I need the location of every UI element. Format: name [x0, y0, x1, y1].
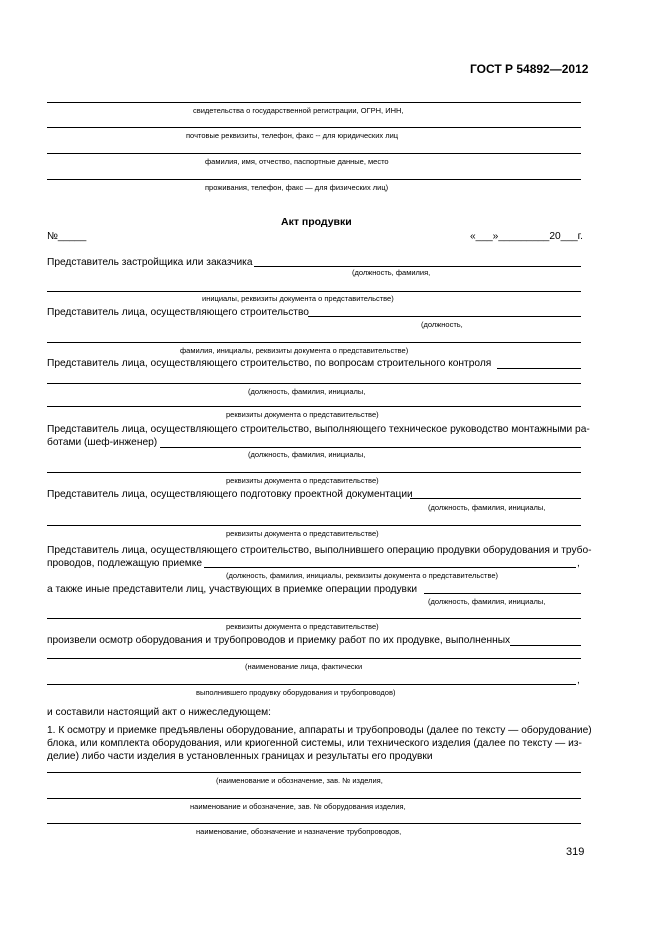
item-1-line-2: блока, или комплекта оборудования, или криогенной системы, или технического изделия (далее по тексту — из-: [47, 738, 582, 749]
blowing-performer-field[interactable]: [204, 567, 576, 568]
standard-header: ГОСТ Р 54892—2012: [470, 62, 589, 76]
caption-residence: проживания, телефон, факс — для физических лиц): [205, 183, 389, 192]
item-1-caption-2: наименование и обозначение, зав. № оборудования изделия,: [190, 802, 406, 811]
caption-registration: свидетельства о государственной регистрации, ОГРН, ИНН,: [193, 106, 404, 115]
item-1-caption-3: наименование, обозначение и назначение трубопроводов,: [196, 827, 402, 836]
control-rep-label: Представитель лица, осуществляющего строительство, по вопросам строительного контроля: [47, 358, 492, 369]
blank-line[interactable]: [47, 525, 581, 526]
designer-rep-caption-2: реквизиты документа о представительстве): [226, 529, 379, 538]
inspection-caption: (наименование лица, фактически: [245, 662, 363, 671]
blank-line[interactable]: [47, 823, 581, 824]
blank-line[interactable]: [47, 291, 581, 292]
other-reps-caption-2: реквизиты документа о представительстве): [226, 622, 379, 631]
developer-rep-caption-2: инициалы, реквизиты документа о представительстве): [202, 294, 394, 303]
item-1-line-3: делие) либо части изделия в установленных границах и результаты его продувки: [47, 751, 433, 762]
developer-rep-field[interactable]: [254, 266, 581, 267]
other-reps-label: а также иные представители лиц, участвующих в приемке операции продувки: [47, 584, 418, 595]
comma: ,: [577, 558, 580, 569]
caption-name: фамилия, имя, отчество, паспортные данные, место: [205, 157, 389, 166]
chief-engineer-caption: (должность, фамилия, инициалы,: [248, 450, 366, 459]
blank-line[interactable]: [47, 798, 581, 799]
control-rep-field[interactable]: [497, 368, 581, 369]
other-reps-caption: (должность, фамилия, инициалы,: [428, 597, 546, 606]
summary-label: и составили настоящий акт о нижеследующем:: [47, 707, 271, 718]
blowing-performer-label-2: проводов, подлежащую приемке: [47, 558, 202, 569]
blank-line[interactable]: [47, 179, 581, 180]
blank-line[interactable]: [47, 684, 576, 685]
control-rep-caption: (должность, фамилия, инициалы,: [248, 387, 366, 396]
developer-rep-caption: (должность, фамилия,: [352, 268, 431, 277]
blank-line[interactable]: [47, 406, 581, 407]
blank-line[interactable]: [47, 102, 581, 103]
designer-rep-field[interactable]: [410, 498, 581, 499]
blowing-performer-caption: (должность, фамилия, инициалы, реквизиты документа о представительстве): [226, 571, 499, 580]
comma: ,: [577, 675, 580, 686]
blank-line[interactable]: [47, 658, 581, 659]
blank-line[interactable]: [47, 618, 581, 619]
chief-engineer-label: Представитель лица, осуществляющего строительство, выполняющего техническое руководство монтажными ра-: [47, 424, 590, 435]
inspection-field[interactable]: [510, 645, 581, 646]
blank-line[interactable]: [47, 772, 581, 773]
act-number[interactable]: №_____: [47, 231, 87, 242]
blank-line[interactable]: [47, 153, 581, 154]
blank-line[interactable]: [47, 383, 581, 384]
item-1-caption-1: (наименование и обозначение, зав. № изделия,: [216, 776, 383, 785]
item-1-line-1: 1. К осмотру и приемке предъявлены оборудование, аппараты и трубопроводы (далее по тексту — оборудование): [47, 725, 592, 736]
inspection-caption-2: выполнившего продувку оборудования и трубопроводов): [196, 688, 396, 697]
chief-engineer-label-2: ботами (шеф-инженер): [47, 437, 158, 448]
builder-rep-field[interactable]: [308, 316, 581, 317]
chief-engineer-caption-2: реквизиты документа о представительстве): [226, 476, 379, 485]
blank-line[interactable]: [47, 342, 581, 343]
builder-rep-label: Представитель лица, осуществляющего строительство: [47, 307, 309, 318]
caption-postal: почтовые реквизиты, телефон, факс -- для юридических лиц: [186, 131, 399, 140]
builder-rep-caption-2: фамилия, инициалы, реквизиты документа о представительстве): [180, 346, 409, 355]
control-rep-caption-2: реквизиты документа о представительстве): [226, 410, 379, 419]
page-number: 319: [566, 846, 585, 858]
other-reps-field[interactable]: [424, 593, 581, 594]
blank-line[interactable]: [47, 127, 581, 128]
inspection-label: произвели осмотр оборудования и трубопроводов и приемку работ по их продувке, выполненных: [47, 635, 511, 646]
act-date[interactable]: «___»_________20___г.: [470, 231, 583, 242]
designer-rep-caption: (должность, фамилия, инициалы,: [428, 503, 546, 512]
blowing-performer-label: Представитель лица, осуществляющего строительство, выполнившего операцию продувки оборудования и трубо-: [47, 545, 592, 556]
builder-rep-caption: (должность,: [421, 320, 463, 329]
developer-rep-label: Представитель застройщика или заказчика: [47, 257, 253, 268]
chief-engineer-field[interactable]: [160, 447, 581, 448]
act-title: Акт продувки: [281, 216, 352, 228]
designer-rep-label: Представитель лица, осуществляющего подготовку проектной документации: [47, 489, 413, 500]
blank-line[interactable]: [47, 472, 581, 473]
